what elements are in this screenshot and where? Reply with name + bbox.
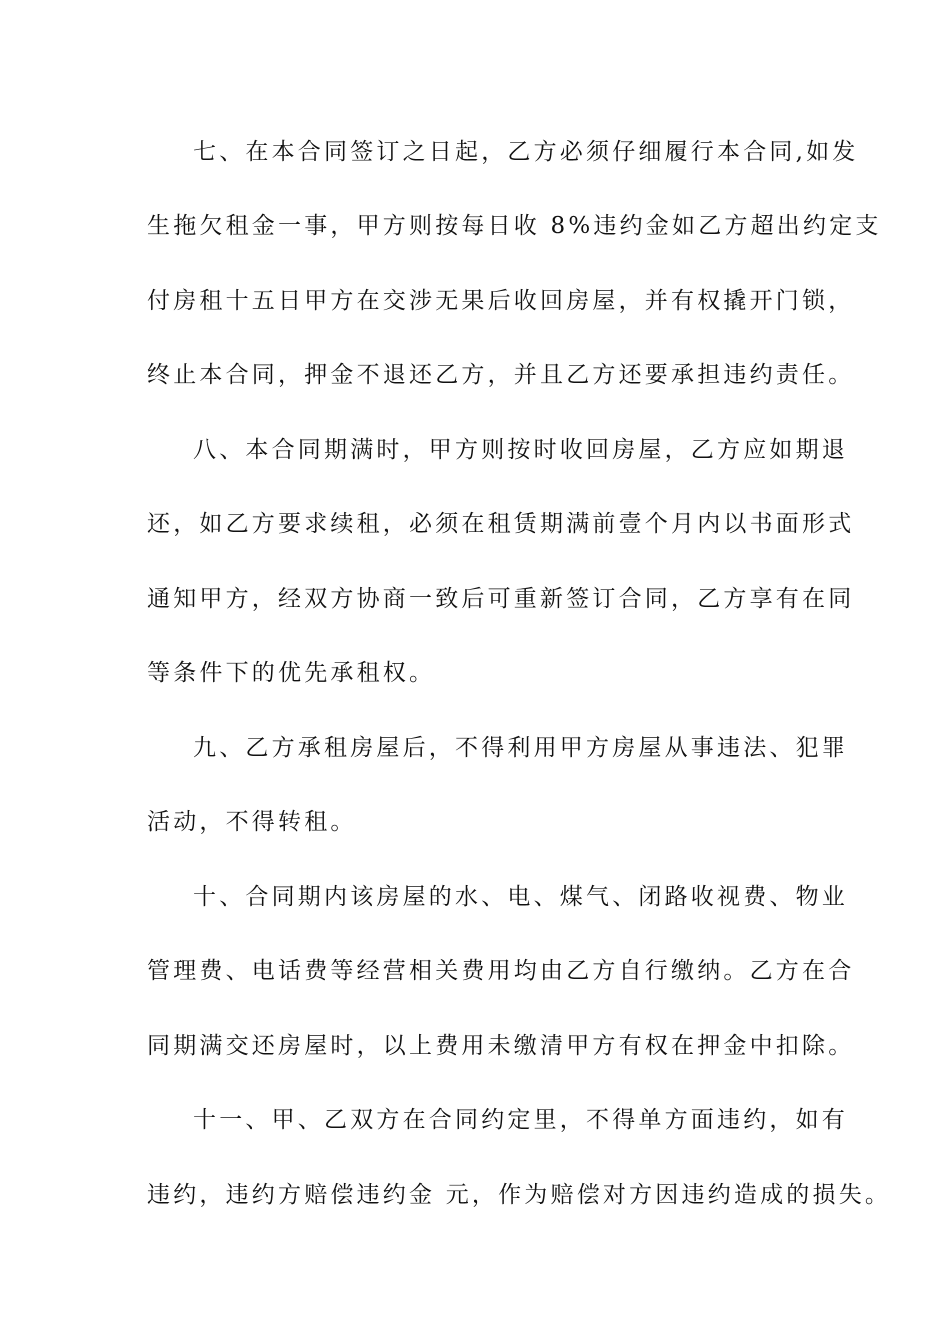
clause-10-line-3: 同期满交还房屋时，以上费用未缴清甲方有权在押金中扣除。 (147, 1033, 855, 1059)
clause-8-line-3: 通知甲方，经双方协商一致后可重新签订合同，乙方享有在同 (147, 586, 855, 612)
clause-9-line-2: 活动，不得转租。 (147, 809, 357, 835)
clause-7-line-1: 七、在本合同签订之日起，乙方必须仔细履行本合同,如发 (193, 139, 859, 165)
clause-9-line-1: 九、乙方承租房屋后，不得利用甲方房屋从事违法、犯罪 (193, 735, 848, 761)
clause-8-line-1: 八、本合同期满时，甲方则按时收回房屋，乙方应如期退 (193, 437, 848, 463)
clause-10-line-2: 管理费、电话费等经营相关费用均由乙方自行缴纳。乙方在合 (147, 958, 855, 984)
clause-8-line-2: 还，如乙方要求续租，必须在租赁期满前壹个月内以书面形式 (147, 511, 855, 537)
clause-8-line-4: 等条件下的优先承租权。 (147, 660, 436, 686)
clause-10-line-1: 十、合同期内该房屋的水、电、煤气、闭路收视费、物业 (193, 884, 848, 910)
clause-7-line-4: 终止本合同，押金不退还乙方，并且乙方还要承担违约责任。 (147, 362, 855, 388)
clause-7-line-2: 生拖欠租金一事，甲方则按每日收 8%违约金如乙方超出约定支 (147, 213, 882, 239)
clause-11-line-1: 十一、甲、乙双方在合同约定里，不得单方面违约，如有 (193, 1107, 848, 1133)
clause-7-line-3: 付房租十五日甲方在交涉无果后收回房屋，并有权撬开门锁， (147, 288, 855, 314)
clause-11-line-2: 违约，违约方赔偿违约金 元，作为赔偿对方因违约造成的损失。 (147, 1182, 892, 1208)
